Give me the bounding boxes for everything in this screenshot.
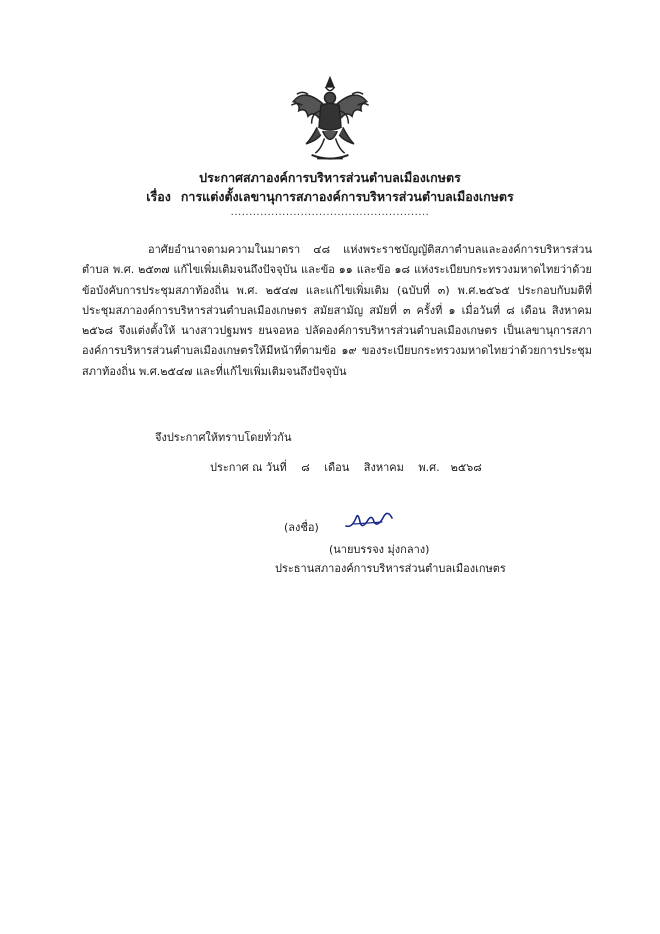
signer-position: ประธานสภาองค์การบริหารส่วนตำบลเมืองเกษตร xyxy=(275,562,506,575)
subject-label: เรื่อง xyxy=(146,189,171,204)
closing-statement: จึงประกาศให้ทราบโดยทั่วกัน xyxy=(155,431,292,444)
signature-label: (ลงชื่อ) xyxy=(284,521,319,534)
announcement-title: ประกาศสภาองค์การบริหารส่วนตำบลเมืองเกษตร xyxy=(199,170,461,185)
body-paragraph: อาศัยอำนาจตามความในมาตรา ๔๘ แห่งพระราชบัญญัติสภาตำบลและองค์การบริหารส่วนตำบล พ.ศ. ๒๕๓๗ แก้ไขเพิ่มเติมจนถึงปัจจุบัน และข้อ ๑๑ และข้อ ๑๘ แห่งระเบียบกระทรวงมหาดไทยว่าด้วยข้อบังคับการประชุมสภาท้องถิ่น พ.ศ. ๒๕๔๗ และแก้ไขเพิ่มเติม (ฉบับที่ ๓) พ.ศ.๒๕๖๕ ประกอบกับมติที่ประชุมสภาองค์การบริหารส่วนตำบลเมืองเกษตร สมัยสามัญ สมัยที่ ๓ ครั้งที่ ๑ เมื่อวันที่ ๘ เดือน สิงหาคม ๒๕๖๘ จึงแต่งตั้งให้ นางสาวปฐมพร ยนจอหอ ปลัดองค์การบริหารส่วนตำบลเมืองเกษตร เป็นเลขานุการสภาองค์การบริหารส่วนตำบลเมืองเกษตรให้มีหน้าที่ตามข้อ ๑๙ ของระเบียบกระทรวงมหาดไทยว่าด้วยการประชุมสภาท้องถิ่น พ.ศ.๒๕๔๗ และที่แก้ไขเพิ่มเติมจนถึงปัจจุบัน xyxy=(82,243,592,378)
date-year-label: พ.ศ. xyxy=(418,461,440,474)
date-month: สิงหาคม xyxy=(363,461,404,474)
subject-text: การแต่งตั้งเลขานุการสภาองค์การบริหารส่วนตำบลเมืองเกษตร xyxy=(180,189,514,204)
handwritten-signature xyxy=(342,508,400,532)
announcement-date xyxy=(210,458,493,476)
date-year: ๒๕๖๘ xyxy=(450,461,482,474)
date-prefix: ประกาศ ณ วันที่ xyxy=(210,461,287,474)
garuda-emblem-icon xyxy=(284,74,376,166)
separator-line: ...................................................... xyxy=(230,207,430,218)
announcement-body xyxy=(82,240,592,382)
announcement-subject xyxy=(0,187,660,207)
signer-name: (นายบรรจง มุ่งกลาง) xyxy=(329,543,430,556)
date-month-label: เดือน xyxy=(324,461,350,474)
date-day: ๘ xyxy=(301,461,310,474)
